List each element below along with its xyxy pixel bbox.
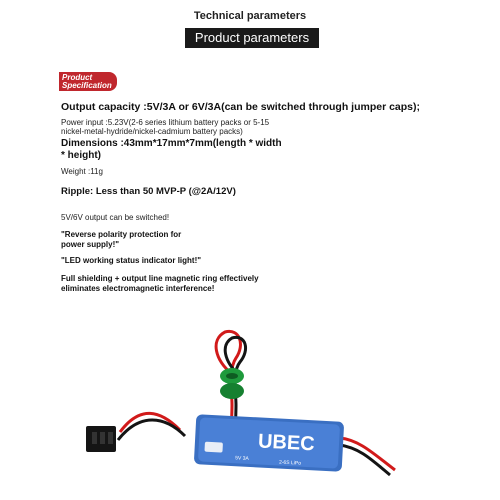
page-heading: Technical parameters	[193, 10, 307, 22]
right-wire-red	[340, 438, 395, 470]
feature-switchable: 5V/6V output can be switched!	[61, 213, 170, 222]
feature-shielding-line-2: eliminates electromagnetic interference!	[61, 284, 215, 293]
spec-dimensions-line-2: * height)	[61, 150, 101, 161]
module-label-right: 2-6S LiPo	[278, 459, 302, 467]
spec-output-capacity: Output capacity :5V/3A or 6V/3A(can be switched through jumper caps);	[61, 101, 421, 113]
spec-power-input-line-2: nickel-metal-hydride/nickel-cadmium battery packs)	[61, 127, 243, 136]
ubec-logo: UBEC	[257, 430, 316, 456]
spec-power-input-line-1: Power input :5.23V(2-6 series lithium battery packs or 5-15	[61, 118, 270, 127]
feature-reverse-polarity-line-1: "Reverse polarity protection for	[61, 230, 182, 239]
feature-reverse-polarity-line-2: power supply!"	[61, 240, 120, 249]
spec-dimensions-line-1: Dimensions :43mm*17mm*7mm(length * width	[61, 138, 282, 149]
servo-connector	[86, 426, 116, 452]
feature-led-indicator: "LED working status indicator light!"	[61, 256, 202, 265]
magnetic-ring	[220, 368, 244, 399]
tag-line-1: Product	[62, 73, 93, 82]
spec-ripple: Ripple: Less than 50 MVP-P (@2A/12V)	[61, 186, 236, 197]
module-label-left: 5V 3A	[234, 455, 249, 462]
section-banner: Product parameters	[185, 28, 319, 48]
tag-line-2: Specification	[62, 81, 112, 90]
feature-shielding-line-1: Full shielding + output line magnetic ring effectively	[61, 274, 259, 283]
spec-weight: Weight :11g	[61, 167, 103, 176]
